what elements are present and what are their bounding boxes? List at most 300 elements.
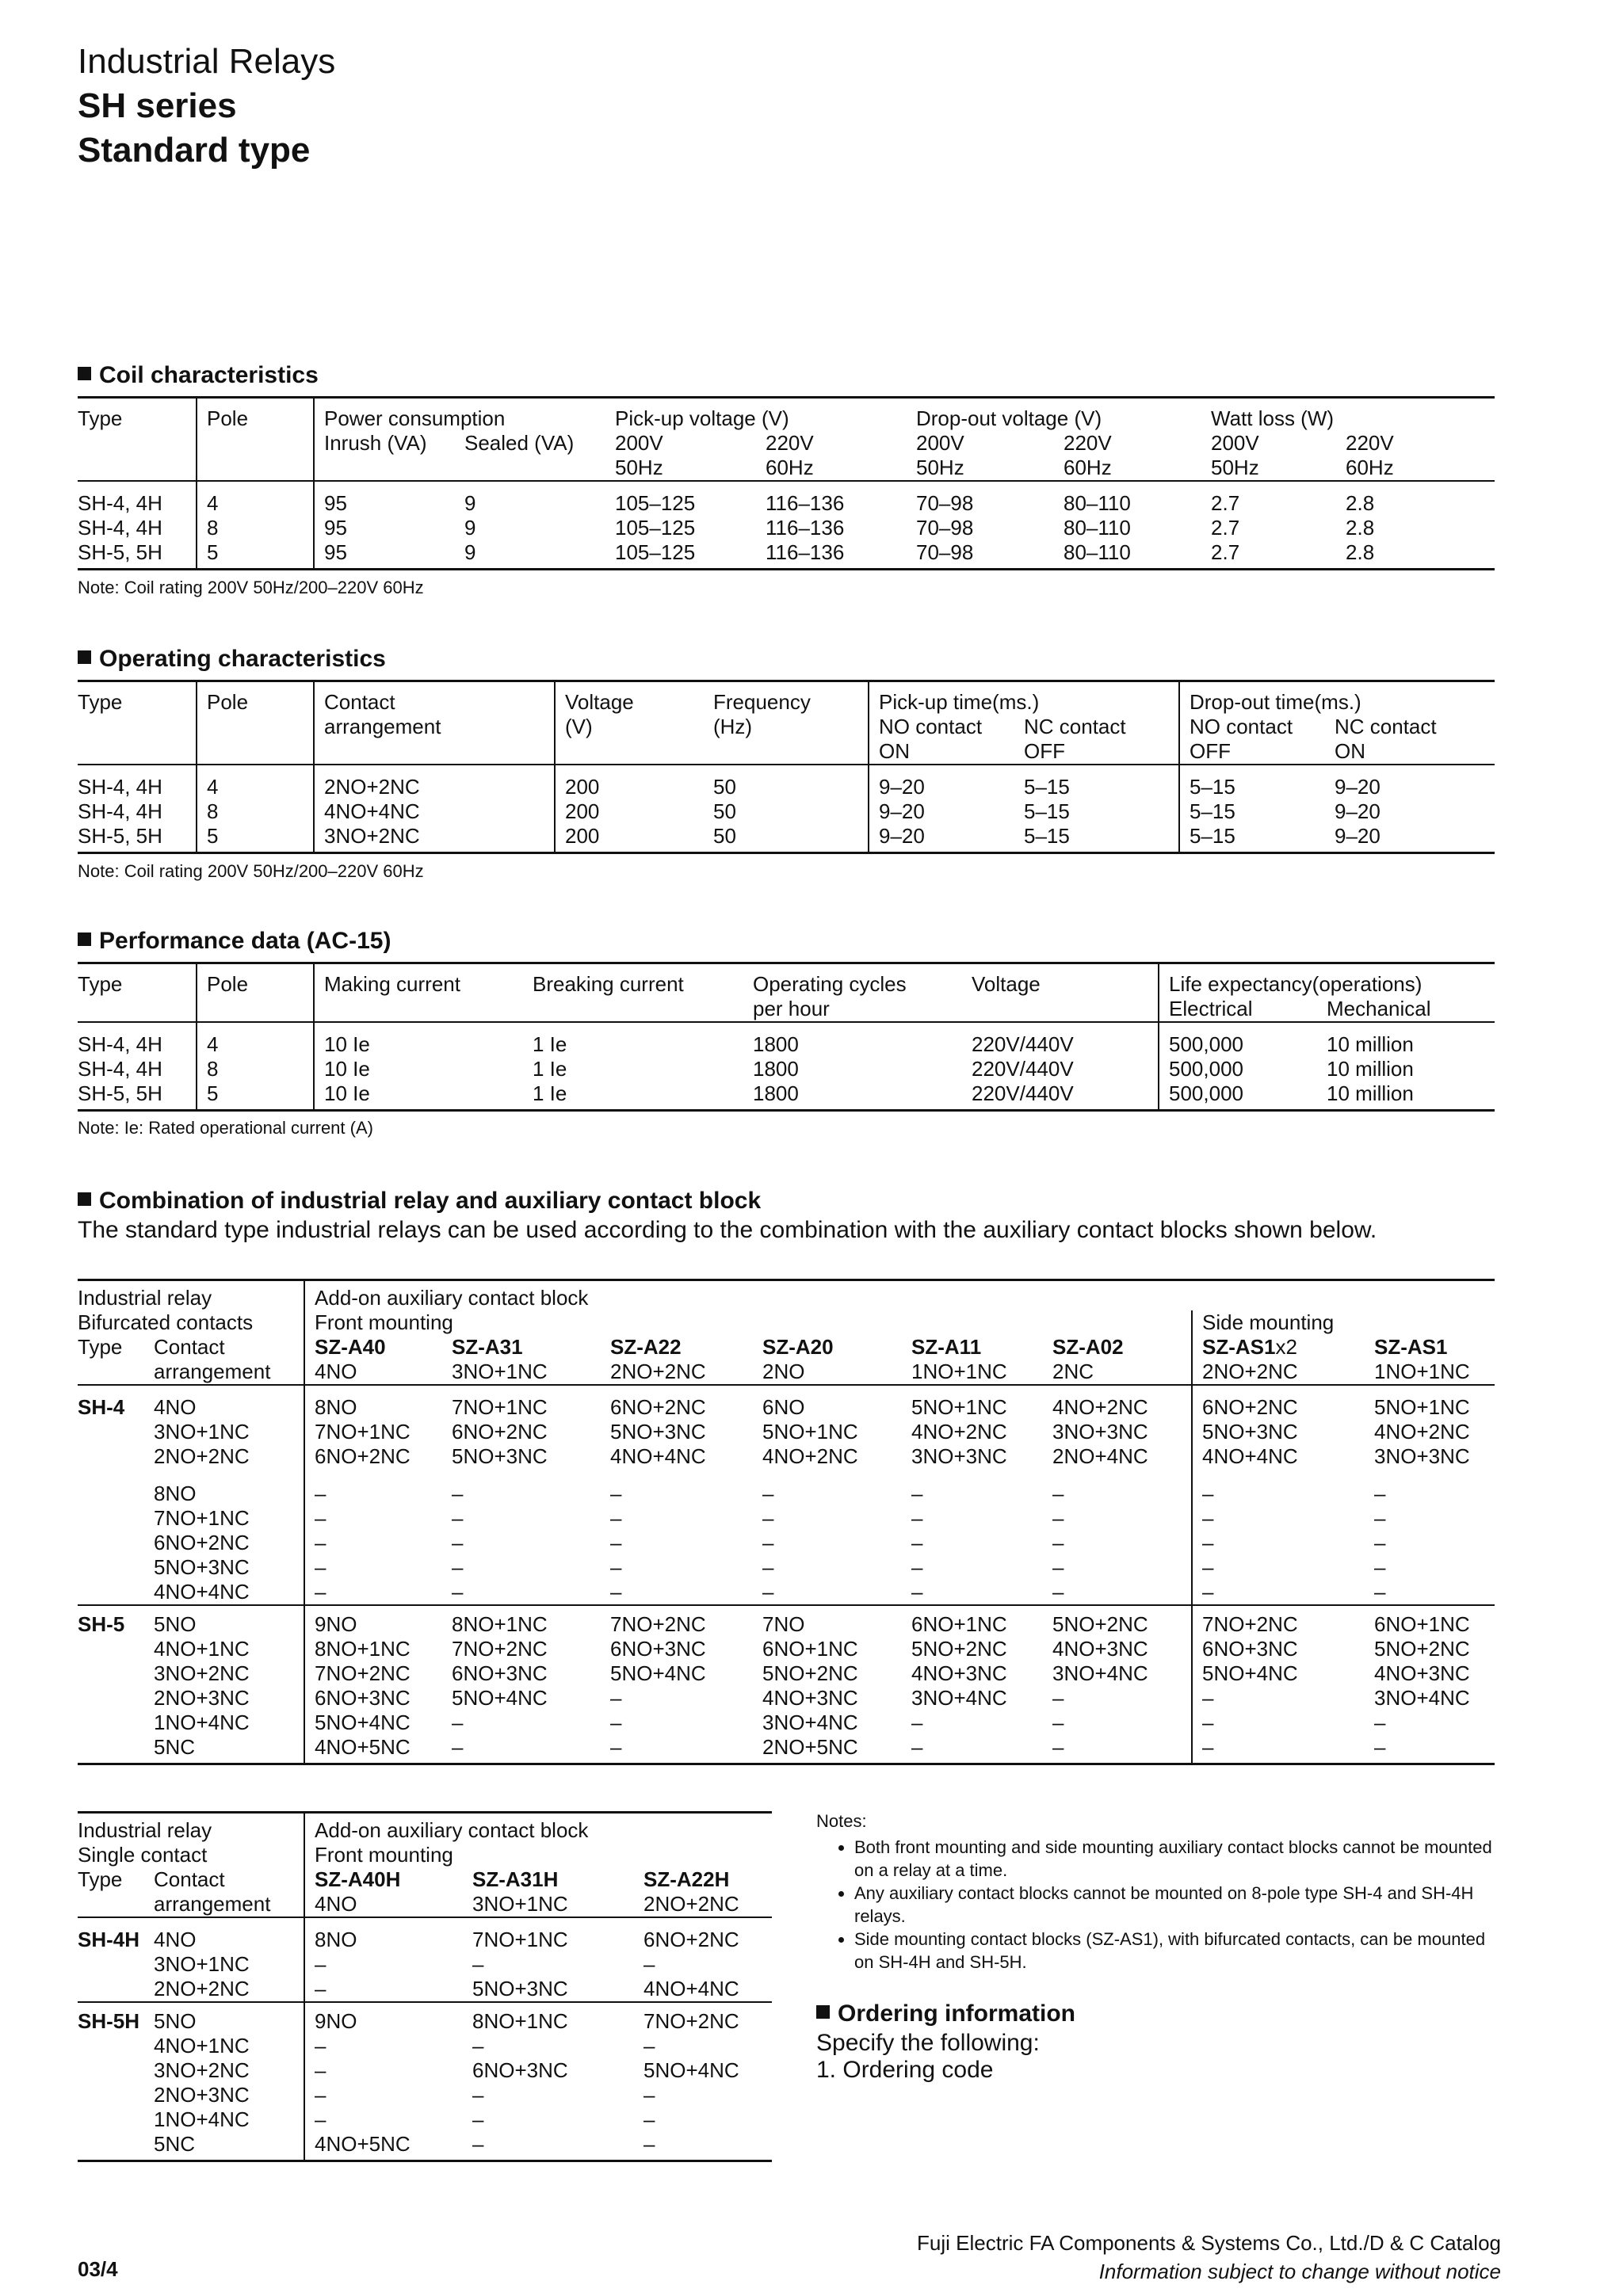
col-header-addon: Add-on auxiliary contact block xyxy=(304,1280,1495,1311)
col-header-model: SZ-A22 xyxy=(610,1335,682,1359)
multiplier-label: x2 xyxy=(1275,1335,1297,1359)
table-cell: – xyxy=(304,1580,452,1605)
table-cell: 10 Ie xyxy=(314,1081,533,1111)
table-cell: – xyxy=(1192,1735,1374,1764)
table-cell: 8 xyxy=(197,516,314,540)
table-cell: 500,000 xyxy=(1159,1022,1327,1057)
table-cell: 6NO+2NC xyxy=(154,1531,250,1554)
col-header-pickup-time: Pick-up time(ms.) xyxy=(869,681,1179,715)
table-cell: 3NO+1NC xyxy=(154,1420,250,1444)
table-cell: 4NO+5NC xyxy=(304,2132,472,2161)
table-cell: 7NO+1NC xyxy=(452,1395,548,1419)
col-header-off: OFF xyxy=(1179,739,1335,765)
table-cell: 105–125 xyxy=(615,516,696,540)
table-cell: – xyxy=(1192,1711,1374,1735)
table-cell: – xyxy=(304,1506,452,1531)
table-cell: 7NO+2NC xyxy=(643,2002,772,2034)
table-cell: 5NO+3NC xyxy=(610,1420,706,1444)
table-cell: – xyxy=(643,2132,772,2161)
table-cell: 9–20 xyxy=(869,799,1024,824)
table-cell: – xyxy=(1052,1686,1064,1710)
table-cell: 8NO xyxy=(154,1482,197,1505)
page-number: 03/4 xyxy=(78,2257,118,2281)
col-header-relay: Industrial relay xyxy=(78,1813,304,1844)
square-bullet-icon xyxy=(816,2005,830,2019)
table-cell: – xyxy=(452,1555,464,1579)
table-cell: 6NO+3NC xyxy=(452,1661,548,1685)
col-header-model: SZ-A31 xyxy=(452,1335,523,1359)
table-cell: 4NO xyxy=(154,1928,197,1951)
col-header-type: Type xyxy=(78,1335,123,1359)
table-cell: 500,000 xyxy=(1159,1057,1327,1081)
col-header-pickup: Pick-up voltage (V) xyxy=(615,398,916,432)
ordering-line-1: Specify the following: xyxy=(816,2030,1040,2056)
col-header-on: ON xyxy=(1335,739,1495,765)
table-cell: 4NO+3NC xyxy=(911,1661,1007,1685)
table-cell: 5NO+2NC xyxy=(911,1637,1007,1661)
table-cell: 5NO+4NC xyxy=(304,1711,452,1735)
table-cell: 1NO+4NC xyxy=(154,2107,250,2131)
col-header-type: Type xyxy=(78,963,197,997)
table-cell: 220V/440V xyxy=(972,1032,1074,1056)
table-cell: 5NO+1NC xyxy=(911,1395,1007,1419)
table-cell: 200 xyxy=(555,799,713,824)
page-title xyxy=(78,40,335,173)
table-cell: 1800 xyxy=(753,1032,799,1056)
ordering-block xyxy=(816,1998,1075,2084)
table-row xyxy=(78,1637,1495,1661)
table-cell: 5–15 xyxy=(1179,799,1335,824)
table-cell: 2NO+3NC xyxy=(154,2083,250,2107)
table-cell: 9 xyxy=(464,491,476,515)
col-header-frequency-unit: (Hz) xyxy=(713,715,753,738)
col-header-off: OFF xyxy=(1024,739,1179,765)
table-cell: 8NO+1NC xyxy=(304,1637,452,1661)
table-cell: 5NO+3NC xyxy=(472,1977,568,2000)
table-cell: SH-4, 4H xyxy=(78,1057,162,1081)
relay-type xyxy=(78,1686,154,1711)
table-cell: – xyxy=(762,1580,774,1604)
table-cell: – xyxy=(472,1952,484,1976)
table-cell: 6NO+2NC xyxy=(304,1444,452,1469)
table-row xyxy=(78,2132,772,2161)
table-row xyxy=(78,1977,772,2002)
col-header-model-contacts: 2NO+2NC xyxy=(643,1892,772,1917)
table-cell: 2NO+3NC xyxy=(154,1686,250,1710)
col-header-200v: 200V xyxy=(615,431,663,455)
table-cell: – xyxy=(1052,1580,1064,1604)
table-cell: – xyxy=(1052,1735,1192,1764)
table-cell: 9NO xyxy=(304,2002,472,2034)
performance-section-heading: Performance data (AC-15) xyxy=(78,925,391,957)
table-cell: 4NO+4NC xyxy=(154,1580,250,1604)
col-header-voltage: Voltage xyxy=(972,963,1159,997)
col-header-contact: Contact xyxy=(314,681,555,715)
table-row xyxy=(78,765,1495,799)
table-cell: – xyxy=(1192,1580,1374,1605)
table-cell: – xyxy=(304,2058,472,2083)
table-cell: 8NO+1NC xyxy=(452,1605,610,1637)
col-header-model-contacts: 2NC xyxy=(1052,1360,1192,1385)
col-header-power: Power consumption xyxy=(314,398,615,432)
note-item: • Side mounting contact blocks (SZ-AS1), with bifurcated contacts, can be mounted on SH-4H and SH-5H. xyxy=(854,1928,1506,1974)
relay-type xyxy=(78,1661,154,1686)
title-line-1: Industrial Relays xyxy=(78,42,336,81)
table-cell: 5NO+3NC xyxy=(154,1555,250,1579)
table-cell: 7NO+2NC xyxy=(1192,1605,1374,1637)
table-cell: – xyxy=(1052,1482,1064,1505)
table-cell: 95 xyxy=(314,516,464,540)
col-header-model-contacts: 3NO+1NC xyxy=(472,1892,643,1917)
table-cell: 2.8 xyxy=(1346,491,1375,515)
table-cell: 5NO+4NC xyxy=(1192,1661,1374,1686)
relay-type xyxy=(78,2132,154,2161)
relay-type: SH-5 xyxy=(78,1605,154,1637)
table-cell: – xyxy=(911,1506,923,1530)
operating-section-heading: Operating characteristics xyxy=(78,643,386,675)
table-cell: – xyxy=(1374,1555,1386,1579)
table-cell: – xyxy=(1052,1506,1064,1530)
footer-notice: Information subject to change without notice xyxy=(1098,2260,1501,2283)
table-cell: 7NO+2NC xyxy=(610,1605,762,1637)
table-cell: 6NO+3NC xyxy=(1192,1637,1374,1661)
table-cell: – xyxy=(610,1482,622,1505)
col-header-220v: 220V xyxy=(1346,431,1394,455)
table-row xyxy=(78,1385,1495,1420)
table-cell: 4NO+3NC xyxy=(762,1686,858,1710)
col-header-on: ON xyxy=(869,739,1024,765)
table-cell: – xyxy=(610,1506,622,1530)
table-row xyxy=(78,481,1495,516)
table-cell: 105–125 xyxy=(615,491,696,515)
col-header-type: Type xyxy=(78,398,197,432)
table-cell: 4NO+2NC xyxy=(1052,1395,1148,1419)
table-cell: 5NO+3NC xyxy=(1192,1420,1374,1444)
col-header-60hz: 60Hz xyxy=(766,456,916,481)
table-row xyxy=(78,1605,1495,1637)
col-header-model: SZ-A22H xyxy=(643,1867,730,1891)
table-cell: 5NO+1NC xyxy=(1374,1395,1470,1419)
table-cell: – xyxy=(452,1506,464,1530)
table-cell: – xyxy=(643,2034,655,2058)
table-row xyxy=(78,1444,1495,1469)
notes-title: Notes: xyxy=(816,1811,867,1831)
table-cell: – xyxy=(1374,1531,1386,1554)
col-header-60hz: 60Hz xyxy=(1064,456,1211,481)
table-row xyxy=(78,1057,1495,1081)
relay-type: SH-4 xyxy=(78,1395,125,1419)
relay-type xyxy=(78,1711,154,1735)
relay-type xyxy=(78,2083,154,2107)
relay-type xyxy=(78,1444,154,1469)
table-cell: 2NO+5NC xyxy=(762,1735,911,1764)
col-header-model-contacts: 3NO+1NC xyxy=(452,1360,610,1385)
table-cell: – xyxy=(304,2083,472,2107)
table-cell: 50 xyxy=(713,824,869,853)
table-cell: – xyxy=(1374,1735,1495,1764)
ordering-line-2: 1. Ordering code xyxy=(816,2057,994,2083)
table-cell: 10 Ie xyxy=(314,1022,533,1057)
table-cell: 70–98 xyxy=(916,491,974,515)
table-cell: 8 xyxy=(197,799,314,824)
table-cell: 5NO+4NC xyxy=(452,1686,548,1710)
table-cell: 1 Ie xyxy=(533,1057,567,1081)
table-cell: – xyxy=(452,1531,464,1554)
combination-description: The standard type industrial relays can be used according to the combination with the auxiliary contact blocks shown below. xyxy=(78,1217,1377,1243)
table-cell: 1NO+4NC xyxy=(154,1711,250,1734)
col-header-voltage-unit: (V) xyxy=(555,715,713,739)
table-row xyxy=(78,1917,772,1952)
table-cell: 5NC xyxy=(154,2132,304,2161)
table-cell: 2NO+2NC xyxy=(154,1444,250,1468)
table-cell: 4NO+5NC xyxy=(304,1735,452,1764)
col-header-watt: Watt loss (W) xyxy=(1211,398,1495,432)
col-header-pole: Pole xyxy=(197,398,314,432)
table-row xyxy=(78,2002,772,2034)
relay-type xyxy=(78,2058,154,2083)
table-cell: – xyxy=(762,1506,774,1530)
table-row xyxy=(78,1506,1495,1531)
col-header-nc-contact: NC contact xyxy=(1335,715,1437,738)
col-header-model: SZ-A40H xyxy=(304,1867,472,1892)
relay-type xyxy=(78,2034,154,2058)
table-cell: 5NO xyxy=(154,1605,304,1637)
table-cell: – xyxy=(1374,1506,1386,1530)
table-row xyxy=(78,799,1495,824)
table-row xyxy=(78,2058,772,2083)
table-cell: 9 xyxy=(464,516,476,540)
coil-section-heading: Coil characteristics xyxy=(78,360,319,391)
col-header-front: Front mounting xyxy=(304,1843,772,1867)
relay-type xyxy=(78,1506,154,1531)
table-cell: 5NO+1NC xyxy=(762,1420,858,1444)
table-cell: 4NO+4NC xyxy=(610,1444,706,1468)
table-cell: 5–15 xyxy=(1179,824,1335,853)
table-row xyxy=(78,2034,772,2058)
single-contact-table xyxy=(78,1811,772,2162)
col-header-model-contacts: 2NO+2NC xyxy=(1192,1360,1374,1385)
table-cell: 5NO+2NC xyxy=(1374,1637,1470,1661)
footer xyxy=(917,2229,1501,2286)
table-cell: 3NO+2NC xyxy=(314,824,555,853)
col-header-contact: Contact xyxy=(154,1867,225,1891)
table-cell: 6NO+2NC xyxy=(452,1420,548,1444)
col-header-60hz: 60Hz xyxy=(1346,456,1495,481)
ordering-section-heading: Ordering information xyxy=(816,1998,1075,2030)
note-item: • Both front mounting and side mounting auxiliary contact blocks cannot be mounted on a relay at a time. xyxy=(854,1836,1506,1882)
table-cell: 10 million xyxy=(1327,1032,1414,1056)
table-cell: 4 xyxy=(197,481,314,516)
table-cell: – xyxy=(610,1555,622,1579)
col-header-bifurcated: Bifurcated contacts xyxy=(78,1310,254,1334)
table-row xyxy=(78,1555,1495,1580)
table-cell: 8 xyxy=(197,1057,314,1081)
table-cell: – xyxy=(610,1580,622,1604)
col-header-model-contacts: 1NO+1NC xyxy=(911,1360,1052,1385)
table-cell: – xyxy=(911,1531,923,1554)
table-cell: 5 xyxy=(197,824,314,853)
col-header-no-contact: NO contact xyxy=(869,715,1024,739)
notes-list xyxy=(816,1836,1506,1974)
table-cell: SH-4, 4H xyxy=(78,516,162,540)
table-cell: – xyxy=(304,2034,472,2058)
table-cell: 95 xyxy=(314,540,464,570)
table-cell: – xyxy=(762,1482,774,1505)
table-cell: 1 Ie xyxy=(533,1081,753,1111)
table-cell: 4NO+2NC xyxy=(1374,1420,1470,1444)
table-cell: 9NO xyxy=(304,1605,452,1637)
table-cell: 2.8 xyxy=(1346,516,1375,540)
square-bullet-icon xyxy=(78,650,91,664)
table-cell: 4 xyxy=(197,765,314,799)
table-cell: 3NO+3NC xyxy=(1374,1444,1470,1468)
table-cell: – xyxy=(304,1469,452,1506)
coil-table xyxy=(78,396,1495,570)
table-cell: – xyxy=(911,1580,923,1604)
note-item: • Any auxiliary contact blocks cannot be mounted on 8-pole type SH-4 and SH-4H relays. xyxy=(854,1882,1506,1928)
col-header-pole: Pole xyxy=(197,963,314,997)
relay-type xyxy=(78,1555,154,1580)
relay-type: SH-4H xyxy=(78,1928,140,1951)
table-cell: – xyxy=(1374,1580,1386,1604)
table-cell: 200 xyxy=(555,824,713,853)
table-row xyxy=(78,824,1495,853)
table-cell: – xyxy=(1052,1555,1064,1579)
table-row xyxy=(78,1580,1495,1605)
table-cell: 8NO+1NC xyxy=(472,2002,643,2034)
coil-note: Note: Coil rating 200V 50Hz/200–220V 60Hz xyxy=(78,578,424,597)
table-cell: 116–136 xyxy=(766,540,916,570)
table-cell: 8NO xyxy=(304,1385,452,1420)
table-cell: 9–20 xyxy=(869,765,1024,799)
table-row xyxy=(78,1531,1495,1555)
relay-type xyxy=(78,1637,154,1661)
col-header-model-contacts: 2NO+2NC xyxy=(610,1360,762,1385)
table-cell: – xyxy=(1192,1506,1374,1531)
relay-type: SH-5H xyxy=(78,2002,154,2034)
table-cell: 2.7 xyxy=(1211,540,1346,570)
table-cell: 6NO+3NC xyxy=(472,2058,568,2082)
combination-table xyxy=(78,1279,1495,1765)
table-cell: 5NO+2NC xyxy=(762,1661,858,1685)
table-row xyxy=(78,1022,1495,1057)
table-cell: – xyxy=(911,1482,923,1505)
table-cell: 7NO+2NC xyxy=(452,1637,548,1661)
table-cell: 6NO+3NC xyxy=(304,1686,452,1711)
col-header-nc-contact: NC contact xyxy=(1024,715,1126,738)
title-line-3: Standard type xyxy=(78,131,311,170)
table-cell: 5–15 xyxy=(1024,775,1070,799)
col-header-220v: 220V xyxy=(766,431,814,455)
col-header-model-contacts: 1NO+1NC xyxy=(1374,1360,1495,1385)
col-header-model: SZ-A31H xyxy=(472,1867,559,1891)
square-bullet-icon xyxy=(78,933,91,946)
col-header-sealed: Sealed (VA) xyxy=(464,431,575,455)
col-header-50hz: 50Hz xyxy=(615,456,766,481)
table-cell: 7NO xyxy=(762,1605,911,1637)
table-cell: 5 xyxy=(197,1081,314,1111)
combination-section-heading: Combination of industrial relay and auxiliary contact block xyxy=(78,1185,761,1217)
table-cell: SH-4, 4H xyxy=(78,775,162,799)
table-cell: – xyxy=(762,1555,774,1579)
table-cell: 5–15 xyxy=(1179,765,1335,799)
table-cell: 3NO+2NC xyxy=(154,2058,250,2082)
notes-block xyxy=(816,1810,1506,1974)
table-cell: 4NO xyxy=(154,1395,197,1419)
table-cell: 5NO+4NC xyxy=(643,2058,739,2082)
table-cell: – xyxy=(1374,1482,1386,1505)
table-cell: 2.8 xyxy=(1346,540,1495,570)
table-cell: 500,000 xyxy=(1159,1081,1327,1111)
table-cell: 200 xyxy=(555,765,713,799)
col-header-breaking: Breaking current xyxy=(533,963,753,997)
table-cell: 5NC xyxy=(154,1735,304,1764)
table-cell: 6NO xyxy=(762,1395,805,1419)
table-cell: 3NO+4NC xyxy=(911,1686,1007,1710)
table-cell: 5NO+3NC xyxy=(452,1444,548,1468)
table-cell: SH-4, 4H xyxy=(78,799,162,823)
col-header-single: Single contact xyxy=(78,1843,208,1867)
table-cell: 3NO+3NC xyxy=(911,1444,1007,1468)
table-cell: – xyxy=(452,1735,610,1764)
table-cell: 6NO+1NC xyxy=(911,1605,1052,1637)
table-cell: – xyxy=(304,2107,472,2132)
performance-note: Note: Ie: Rated operational current (A) xyxy=(78,1118,373,1138)
col-header-pole: Pole xyxy=(197,681,314,715)
table-cell: – xyxy=(1052,1711,1064,1734)
col-header-per-hour: per hour xyxy=(753,997,972,1022)
table-cell: 6NO+2NC xyxy=(610,1395,706,1419)
col-header-contact: Contact xyxy=(154,1335,225,1359)
col-header-mechanical: Mechanical xyxy=(1327,997,1495,1022)
col-header-type: Type xyxy=(78,1867,123,1891)
operating-table xyxy=(78,680,1495,854)
table-row xyxy=(78,1735,1495,1764)
table-cell: 5NO+4NC xyxy=(610,1661,706,1685)
table-cell: 9–20 xyxy=(1335,824,1495,853)
table-cell: 1 Ie xyxy=(533,1032,567,1056)
table-cell: – xyxy=(762,1531,774,1554)
col-header-addon: Add-on auxiliary contact block xyxy=(304,1813,772,1844)
col-header-model: SZ-AS1x2 xyxy=(1192,1335,1374,1360)
table-cell: – xyxy=(911,1735,1052,1764)
table-cell: – xyxy=(610,1686,622,1710)
col-header-model: SZ-A40 xyxy=(304,1335,452,1360)
table-cell: 5–15 xyxy=(1024,799,1070,823)
table-cell: 6NO+2NC xyxy=(643,1928,739,1951)
table-cell: 9–20 xyxy=(1335,775,1381,799)
table-cell: – xyxy=(472,2034,484,2058)
table-cell: 4NO+1NC xyxy=(154,2034,250,2058)
table-cell: 3NO+1NC xyxy=(154,1952,250,1976)
table-cell: – xyxy=(643,1952,655,1976)
col-header-arrangement: arrangement xyxy=(314,715,555,739)
table-cell: – xyxy=(610,1711,622,1734)
col-header-electrical: Electrical xyxy=(1159,997,1327,1022)
relay-type xyxy=(78,1420,154,1444)
table-cell: 70–98 xyxy=(916,516,974,540)
relay-type xyxy=(78,1580,154,1605)
table-cell: – xyxy=(304,1531,452,1555)
col-header-type: Type xyxy=(78,681,197,715)
table-cell: – xyxy=(911,1555,923,1579)
table-cell: – xyxy=(1192,1555,1374,1580)
table-cell: 4NO+3NC xyxy=(1374,1661,1470,1685)
table-row xyxy=(78,2107,772,2132)
table-cell: – xyxy=(452,1580,464,1604)
table-cell: – xyxy=(472,2132,643,2161)
table-cell: – xyxy=(643,2107,655,2131)
